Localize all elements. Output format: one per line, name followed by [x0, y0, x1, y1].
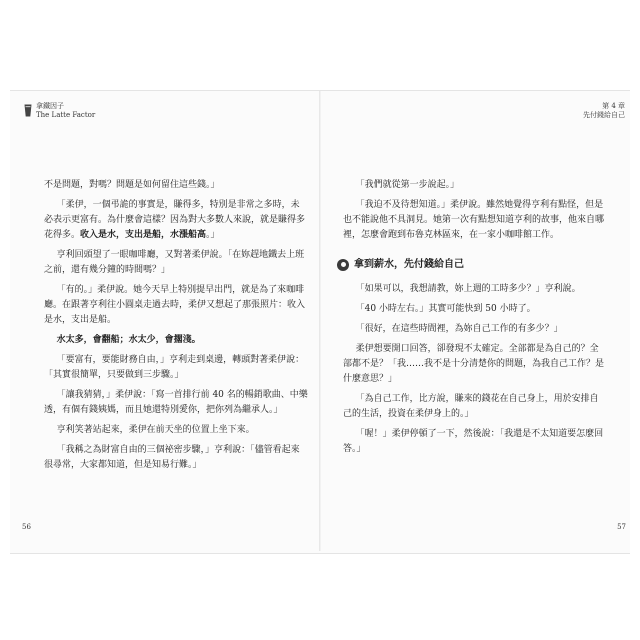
paragraph: 亨利笑著站起來，柔伊在前天坐的位置上坐下來。: [56, 425, 255, 435]
page-number-left: 56: [22, 523, 31, 531]
book-title-en: The Latte Factor: [36, 111, 96, 119]
paragraph: 不是問題，對嗎？問題是如何留住這些錢。」: [44, 180, 220, 190]
paragraph: 「我迫不及待想知道。」柔伊說。雖然她覺得亨利有點怪，但是也不能說他不具洞見。她第一次有點想知道亨利的故事，他來自哪裡，怎麼會跑到布魯克林區來，在一家小咖啡館工作。: [343, 200, 605, 240]
chapter-title: 先付錢給自己: [583, 111, 625, 119]
bold-phrase: 收入是水，支出是船，水漲船高: [80, 230, 207, 240]
section-heading: [337, 257, 605, 272]
paragraph: 「讓我猜猜，」柔伊說：「寫一首排行前 40 名的暢銷歌曲、中樂透，有個有錢姨媽，而且她還特別愛你，把你列為繼承人。」: [44, 390, 308, 415]
book-title-zh: 拿鐵因子: [36, 102, 64, 110]
left-page-text: [44, 178, 308, 478]
paragraph: 「要富有，要能財務自由，」亨利走到桌邊，轉頭對著柔伊說：「其實很簡單，只要做到三步驟。」: [44, 355, 305, 380]
paragraph: 「40 小時左右。」其實可能快到 50 小時了。: [355, 304, 536, 314]
right-page-text: [343, 178, 605, 462]
paragraph: 亨利回頭望了一眼咖啡廳，又對著柔伊說。「在妳趕地鐵去上班之前，還有幾分鐘的時間嗎？」: [44, 250, 305, 275]
paragraph: 「有的。」柔伊說。她今天早上特別提早出門，就是為了來咖啡廳。在跟著亨利往小圓桌走過去時，柔伊又想起了那張照片：收入是水，支出是船。: [44, 285, 306, 325]
section-heading-text: 拿到薪水，先付錢給自己: [354, 259, 464, 270]
paragraph: 「柔伊，一個弔詭的事實是，賺得多，特別是非常之多時，未必表示更富有。為什麼會這樣？因為對大多數人來說，就是賺得多花得多。收入是水，支出是船，水漲船高。」: [44, 200, 306, 240]
chapter-number: 第 4 章: [602, 102, 625, 110]
bullet-icon: [337, 259, 349, 271]
right-running-header: [583, 102, 625, 120]
paragraph: 「很好，在這些時間裡，為妳自己工作的有多少？」: [355, 324, 563, 334]
paragraph: 「喔！」柔伊停頓了一下，然後說：「我還是不太知道要怎麼回答。」: [343, 429, 604, 454]
left-running-header: [24, 102, 95, 120]
paragraph: 「我們就從第一步說起。」: [355, 180, 460, 190]
bold-paragraph: 水太多，會翻船；水太少，會擱淺。: [56, 335, 201, 345]
paragraph: 「我稱之為財富自由的三個祕密步驟，」亨利說：「儘管看起來很尋常，大家都知道，但是知易行難。」: [44, 445, 300, 470]
paragraph: 「為自己工作，比方說，賺來的錢花在自己身上，用於安排自己的生活，投資在柔伊身上的。」: [343, 394, 599, 419]
page-number-right: 57: [617, 523, 626, 531]
paragraph: 柔伊想要開口回答，卻發現不太確定。全部都是為自己的？全部都不是？「我……我不是十分清楚你的問題，為我自己工作？是什麼意思？」: [343, 344, 605, 384]
cup-icon: [24, 104, 32, 117]
paragraph: 「如果可以，我想請教，妳上週的工時多少？」亨利說。: [355, 284, 581, 294]
book-gutter: [319, 91, 321, 551]
